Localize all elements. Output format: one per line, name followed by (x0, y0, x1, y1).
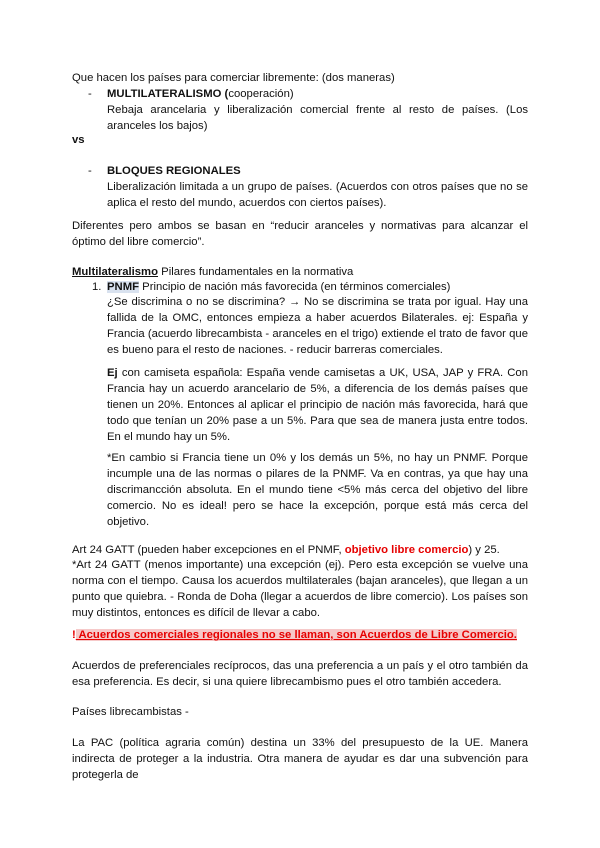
multilateralismo-title (107, 86, 528, 102)
bullet-dash: - (88, 88, 92, 100)
multilateralismo-heading-underlined: Multilateralismo (72, 266, 159, 278)
intro-line: Que hacen los países para comerciar libremente: (dos maneras) (72, 72, 395, 84)
ej-label: Ej (107, 367, 118, 379)
art24-highlight: objetivo libre comercio (344, 544, 469, 556)
art24-line: Art 24 GATT (pueden haber excepciones en el PNMF, objetivo libre comercio) y 25. (72, 544, 500, 556)
pnmf-title (107, 279, 528, 295)
art24-note: *Art 24 GATT (menos importante) una excepción (ej). Pero esta excepción se vuelve una norma con el tiempo. Causa los acuerdos multilaterales (bajan aranceles), que llegan a un punto que quiebra. - Ronda de Doha (llegar a acuerdos de libre comercio). Los países son muy distintos, entonces es difícil de llevar a cabo. (72, 559, 528, 619)
pac-paragraph: La PAC (política agraria común) destina un 33% del presupuesto de la UE. Manera indirecta de proteger a la industria. Otra manera de ayudar es dar una subvención para protegerla de (72, 737, 528, 781)
diferentes-paragraph: Diferentes pero ambos se basan en “reducir aranceles y normativas para alcanzar el óptimo del libre comercio”. (72, 220, 528, 248)
pnmf-paragraph-2-text: con camiseta española: España vende camisetas a UK, USA, JAP y FRA. Con Francia hay un acuerdo arancelario de 5%, a diferencia de los demás países que tienen un 20%. Entonces al aplicar el principio de nación más favorecida, hará que todo que tenían un 20% pase a un 5%. Para que sea de manera justa entre todos. En el mundo hay un 5%. (107, 367, 528, 443)
alert-line (72, 627, 528, 643)
list-number: 1. (92, 281, 102, 293)
pnmf-title-rest: Principio de nación más favorecida (en términos comerciales) (139, 281, 451, 293)
alert-text: Acuerdos comerciales regionales no se llaman, son Acuerdos de Libre Comercio. (75, 629, 517, 641)
multilateralismo-description: Rebaja arancelaria y liberalización comercial frente al resto de países. (Los aranceles los bajos) (107, 104, 528, 132)
multilateralismo-heading (72, 264, 528, 280)
pnmf-paragraph-2 (107, 365, 528, 445)
bloques-description: Liberalización limitada a un grupo de países. (Acuerdos con otros países que no se aplica el resto del mundo, acuerdos con ciertos países). (107, 181, 528, 209)
multilateralismo-title-suffix: cooperación) (228, 88, 294, 100)
pnmf-paragraph-3: *En cambio si Francia tiene un 0% y los demás un 5%, no hay un PNMF. Porque incumple una de las normas o pilares de la PNMF. Va en contras, ya que hay una discrimancción absoluta. En el mundo tiene <5% más cerca del objetivo del libre comercio. No es ideal! pero se hace la excepción, porque está más cerca del objetivo. (107, 452, 528, 528)
pnmf-paragraph-1: ¿Se discrimina o no se discrimina? → No se discrimina se trata por igual. Hay una fallida de la OMC, entonces empieza a haber acuerdos Bilaterales. ej: España y Francia (acuerdo librecambista - aranceles en el trigo) extiende el trato de favor que es bueno para el resto de naciones. - reducir barreras comerciales. (107, 296, 528, 356)
multilateralismo-title-bold: MULTILATERALISMO ( (107, 88, 229, 100)
multilateralismo-heading-rest: Pilares fundamentales en la normativa (158, 266, 354, 278)
alert-mark: ! (72, 629, 76, 641)
librecambistas-line: Países librecambistas - (72, 706, 189, 718)
bullet-dash: - (88, 165, 92, 177)
preferenciales-paragraph: Acuerdos de preferenciales recíprocos, das una preferencia a un país y el otro también da esa preferencia. Es decir, si una quiere librecambismo pues el otro también accedera. (72, 660, 528, 688)
vs-label: vs (72, 134, 85, 146)
bloques-title: BLOQUES REGIONALES (107, 165, 241, 177)
pnmf-label: PNMF (107, 281, 140, 293)
